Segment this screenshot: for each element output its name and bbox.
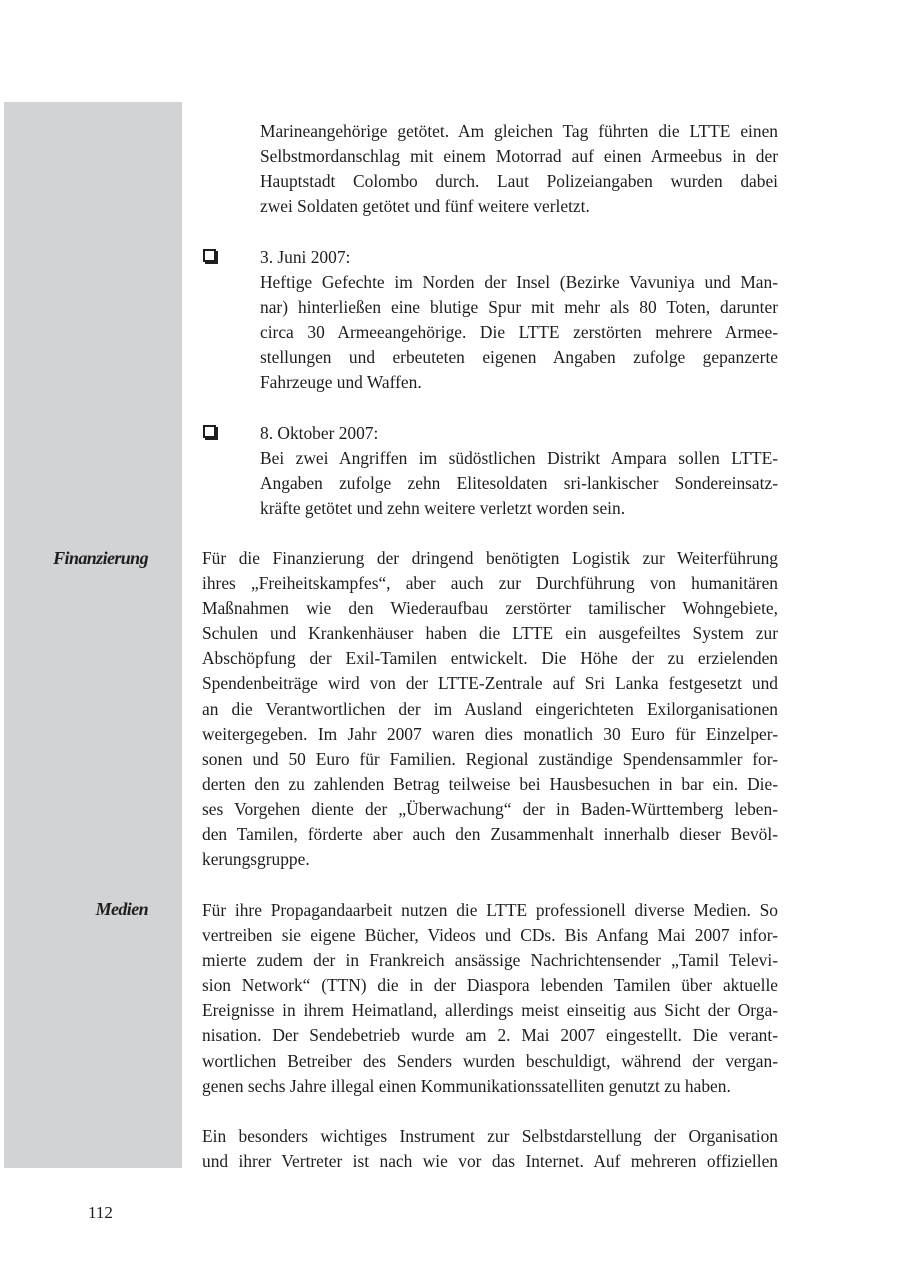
list-item-date: 8. Oktober 2007: — [260, 423, 379, 443]
checkbox-bullet-icon — [203, 425, 216, 438]
list-item-line: circa 30 Armeeangehörige. Die LTTE zerstörten mehrere Armee- — [260, 322, 778, 343]
paragraph-line: Schulen und Krankenhäuser haben die LTTE ein ausgefeiltes System zur — [202, 623, 778, 644]
checkbox-bullet-icon — [203, 249, 216, 262]
paragraph-line: Selbstmordanschlag mit einem Motorrad auf einen Armeebus in der — [260, 146, 778, 167]
paragraph-line: vertreiben sie eigene Bücher, Videos und CDs. Bis Anfang Mai 2007 infor- — [202, 925, 778, 946]
list-item — [260, 421, 778, 521]
sidebar-margin-band — [4, 102, 182, 1168]
section-label-finanzierung: Finanzierung — [53, 548, 148, 568]
paragraph-line: zwei Soldaten getötet und fünf weitere verletzt. — [260, 196, 590, 217]
paragraph-line: genen sechs Jahre illegal einen Kommunikationssatelliten genutzt zu haben. — [202, 1075, 731, 1096]
section-label-medien: Medien — [95, 899, 148, 919]
paragraph-line: den Tamilen, förderte aber auch den Zusammenhalt innerhalb dieser Bevöl- — [202, 824, 778, 845]
paragraph-line: Für ihre Propagandaarbeit nutzen die LTTE professionell diverse Medien. So — [202, 900, 778, 920]
top-paragraph — [260, 119, 778, 219]
paragraph-line: Ereignisse in ihrem Heimatland, allerdings meist einseitig aus Sicht der Orga- — [202, 1000, 778, 1021]
final-paragraph — [202, 1124, 778, 1174]
paragraph-line: derten den zu zahlenden Betrag teilweise bei Hausbesuchen in bar ein. Die- — [202, 773, 778, 794]
page-number: 112 — [88, 1203, 113, 1222]
paragraph-line: Spendenbeiträge wird von der LTTE-Zentrale auf Sri Lanka festgesetzt und — [202, 673, 778, 694]
list-item-line: stellungen und erbeuteten eigenen Angaben zufolge gepanzerte — [260, 347, 778, 368]
paragraph-line: sion Network“ (TTN) die in der Diaspora lebenden Tamilen über aktuelle — [202, 975, 778, 996]
list-item-line: Fahrzeuge und Waffen. — [260, 372, 422, 393]
section-paragraph-medien — [202, 898, 778, 1099]
list-item-line: nar) hinterließen eine blutige Spur mit mehr als 80 Toten, darunter — [260, 297, 778, 318]
paragraph-line: Abschöpfung der Exil-Tamilen entwickelt. Die Höhe der zu erzielenden — [202, 648, 778, 669]
list-item-line: Heftige Gefechte im Norden der Insel (Bezirke Vavuniya und Man- — [260, 272, 778, 293]
paragraph-line: und ihrer Vertreter ist nach wie vor das Internet. Auf mehreren offiziellen — [202, 1151, 778, 1172]
paragraph-line: an die Verantwortlichen der im Ausland eingerichteten Exilorganisationen — [202, 698, 778, 719]
paragraph-line: Maßnahmen wie den Wiederaufbau zerstörter tamilischer Wohngebiete, — [202, 598, 778, 619]
paragraph-line: mierte zudem der in Frankreich ansässige Nachrichtensender „Tamil Televi- — [202, 950, 778, 971]
paragraph-line: sonen und 50 Euro für Familien. Regional zuständige Spendensammler for- — [202, 748, 778, 769]
paragraph-line: kerungsgruppe. — [202, 849, 310, 870]
list-item-line: kräfte getötet und zehn weitere verletzt worden sein. — [260, 498, 626, 519]
paragraph-line: Für die Finanzierung der dringend benötigten Logistik zur Weiterführung — [202, 548, 778, 568]
paragraph-line: ses Vorgehen diente der „Überwachung“ der in Baden-Württemberg leben- — [202, 798, 778, 819]
list-item-line: Angaben zufolge zehn Elitesoldaten sri-lankischer Sondereinsatz- — [260, 473, 778, 494]
section-paragraph-finanzierung — [202, 546, 778, 872]
paragraph-line: nisation. Der Sendebetrieb wurde am 2. Mai 2007 eingestellt. Die verant- — [202, 1025, 778, 1046]
paragraph-line: ihres „Freiheitskampfes“, aber auch zur Durchführung von humanitären — [202, 573, 778, 594]
paragraph-line: Marineangehörige getötet. Am gleichen Tag führten die LTTE einen — [260, 121, 778, 141]
list-item — [260, 245, 778, 396]
paragraph-line: weitergegeben. Im Jahr 2007 waren dies monatlich 30 Euro für Einzelper- — [202, 723, 778, 744]
paragraph-line: Hauptstadt Colombo durch. Laut Polizeiangaben wurden dabei — [260, 171, 778, 192]
list-item-line: Bei zwei Angriffen im südöstlichen Distrikt Ampara sollen LTTE- — [260, 448, 778, 469]
list-item-date: 3. Juni 2007: — [260, 247, 351, 267]
paragraph-line: Ein besonders wichtiges Instrument zur Selbstdarstellung der Organisation — [202, 1126, 778, 1146]
paragraph-line: wortlichen Betreiber des Senders wurden beschuldigt, während der vergan- — [202, 1050, 778, 1071]
